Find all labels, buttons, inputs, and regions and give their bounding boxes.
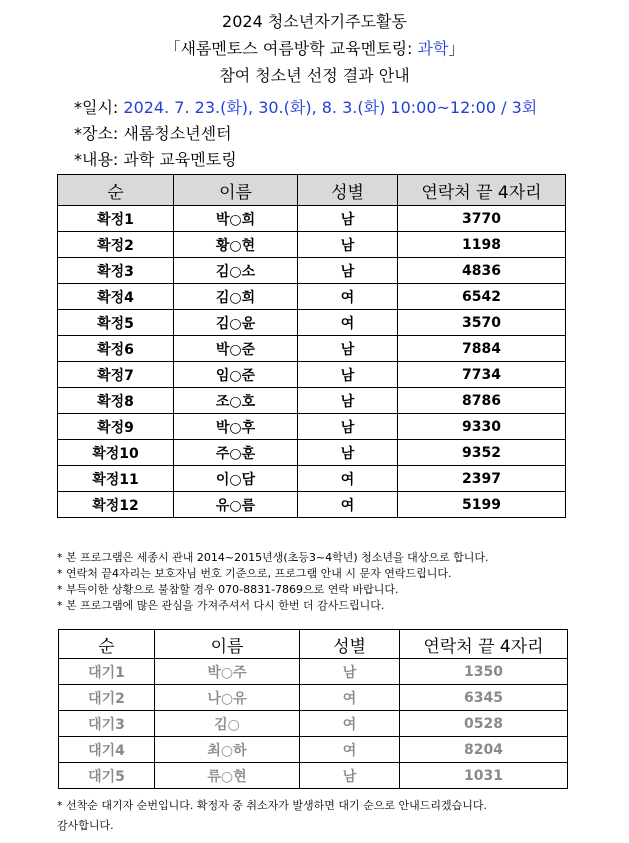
order-cell: 확정3 — [58, 258, 174, 284]
gender-cell: 남 — [298, 258, 398, 284]
order-cell: 대기1 — [59, 659, 155, 685]
table-row — [58, 206, 566, 232]
name-cell: 박○희 — [174, 206, 298, 232]
gender-cell: 여 — [298, 466, 398, 492]
header-phone: 연락처 끝 4자리 — [400, 630, 568, 659]
program-subject: 과학 — [417, 39, 449, 58]
phone-cell: 7884 — [398, 336, 566, 362]
name-cell: 임○준 — [174, 362, 298, 388]
gender-cell: 여 — [300, 737, 400, 763]
table-row — [59, 763, 568, 789]
header-phone: 연락처 끝 4자리 — [398, 175, 566, 206]
table-row — [58, 258, 566, 284]
phone-cell: 3770 — [398, 206, 566, 232]
footer-thanks: 감사합니다. — [57, 819, 114, 832]
order-cell: 확정2 — [58, 232, 174, 258]
phone-cell: 9330 — [398, 414, 566, 440]
name-cell: 황○현 — [174, 232, 298, 258]
header-name: 이름 — [174, 175, 298, 206]
phone-cell: 0528 — [400, 711, 568, 737]
name-cell: 박○후 — [174, 414, 298, 440]
gender-cell: 남 — [298, 414, 398, 440]
name-cell: 박○준 — [174, 336, 298, 362]
name-cell: 유○름 — [174, 492, 298, 518]
gender-cell: 남 — [298, 206, 398, 232]
name-cell: 김○소 — [174, 258, 298, 284]
page-title: 2024 청소년자기주도활동 — [222, 12, 407, 31]
phone-cell: 9352 — [398, 440, 566, 466]
waitlist-table — [58, 629, 568, 789]
gender-cell: 남 — [300, 763, 400, 789]
gender-cell: 남 — [298, 362, 398, 388]
phone-cell: 7734 — [398, 362, 566, 388]
phone-cell: 8204 — [400, 737, 568, 763]
table-header-row — [59, 630, 568, 659]
confirmed-table — [57, 174, 566, 518]
name-cell: 나○유 — [155, 685, 300, 711]
note-item: * 본 프로그램에 많은 관심을 가져주셔서 다시 한번 더 감사드립니다. — [57, 599, 385, 612]
name-cell: 최○하 — [155, 737, 300, 763]
order-cell: 확정5 — [58, 310, 174, 336]
table-row — [58, 440, 566, 466]
table-row — [58, 336, 566, 362]
header-name: 이름 — [155, 630, 300, 659]
gender-cell: 여 — [300, 685, 400, 711]
gender-cell: 여 — [298, 310, 398, 336]
gender-cell: 남 — [298, 336, 398, 362]
order-cell: 대기4 — [59, 737, 155, 763]
order-cell: 확정4 — [58, 284, 174, 310]
header-gender: 성별 — [300, 630, 400, 659]
table-row — [58, 492, 566, 518]
name-cell: 류○현 — [155, 763, 300, 789]
table-row — [58, 284, 566, 310]
phone-cell: 1031 — [400, 763, 568, 789]
schedule-label: *일시: — [74, 98, 124, 117]
phone-cell: 8786 — [398, 388, 566, 414]
gender-cell: 남 — [298, 232, 398, 258]
table-row — [58, 414, 566, 440]
program-title-prefix: 「새롬멘토스 여름방학 교육멘토링: — [164, 39, 418, 58]
table-row — [59, 659, 568, 685]
header-gender: 성별 — [298, 175, 398, 206]
table-row — [58, 466, 566, 492]
table-row — [59, 711, 568, 737]
name-cell: 조○호 — [174, 388, 298, 414]
table-row — [58, 362, 566, 388]
footer-note: * 선착순 대기자 순번입니다. 확정자 중 취소자가 발생하면 대기 순으로 안내드리겠습니다. — [57, 799, 487, 812]
table-row — [59, 737, 568, 763]
order-cell: 확정8 — [58, 388, 174, 414]
footer — [57, 796, 487, 836]
order-cell: 확정1 — [58, 206, 174, 232]
name-cell: 박○주 — [155, 659, 300, 685]
order-cell: 확정6 — [58, 336, 174, 362]
name-cell: 김○희 — [174, 284, 298, 310]
note-item: * 본 프로그램은 세종시 관내 2014~2015년생(초등3~4학년) 청소년을 대상으로 합니다. — [57, 551, 489, 564]
order-cell: 확정12 — [58, 492, 174, 518]
phone-cell: 5199 — [398, 492, 566, 518]
table-row — [58, 310, 566, 336]
gender-cell: 남 — [298, 388, 398, 414]
place-line: *장소: 새롬청소년센터 — [74, 124, 232, 143]
gender-cell: 남 — [298, 440, 398, 466]
header-order: 순 — [58, 175, 174, 206]
order-cell: 확정10 — [58, 440, 174, 466]
order-cell: 확정7 — [58, 362, 174, 388]
header-order: 순 — [59, 630, 155, 659]
program-title — [0, 39, 629, 59]
name-cell: 주○훈 — [174, 440, 298, 466]
phone-cell: 3570 — [398, 310, 566, 336]
order-cell: 대기5 — [59, 763, 155, 789]
name-cell: 김○윤 — [174, 310, 298, 336]
phone-cell: 1350 — [400, 659, 568, 685]
note-item: * 부득이한 상황으로 불참할 경우 070-8831-7869으로 연락 바랍니다. — [57, 583, 399, 596]
table-header-row — [58, 175, 566, 206]
order-cell: 대기3 — [59, 711, 155, 737]
order-cell: 확정9 — [58, 414, 174, 440]
note-item: * 연락처 끝4자리는 보호자님 번호 기준으로, 프로그램 안내 시 문자 연락드립니다. — [57, 567, 452, 580]
phone-cell: 1198 — [398, 232, 566, 258]
schedule-value: 2024. 7. 23.(화), 30.(화), 8. 3.(화) 10:00~12:00 / 3회 — [123, 98, 538, 117]
schedule-line — [74, 98, 537, 118]
program-title-suffix: 」 — [448, 39, 465, 58]
phone-cell: 6345 — [400, 685, 568, 711]
name-cell: 김○ — [155, 711, 300, 737]
notes — [57, 550, 489, 614]
table-row — [58, 388, 566, 414]
order-cell: 대기2 — [59, 685, 155, 711]
content-line: *내용: 과학 교육멘토링 — [74, 150, 237, 169]
table-row — [59, 685, 568, 711]
table-row — [58, 232, 566, 258]
gender-cell: 여 — [298, 492, 398, 518]
gender-cell: 여 — [300, 711, 400, 737]
order-cell: 확정11 — [58, 466, 174, 492]
phone-cell: 2397 — [398, 466, 566, 492]
phone-cell: 6542 — [398, 284, 566, 310]
announcement-title: 참여 청소년 선정 결과 안내 — [219, 66, 410, 85]
name-cell: 이○담 — [174, 466, 298, 492]
phone-cell: 4836 — [398, 258, 566, 284]
gender-cell: 남 — [300, 659, 400, 685]
gender-cell: 여 — [298, 284, 398, 310]
